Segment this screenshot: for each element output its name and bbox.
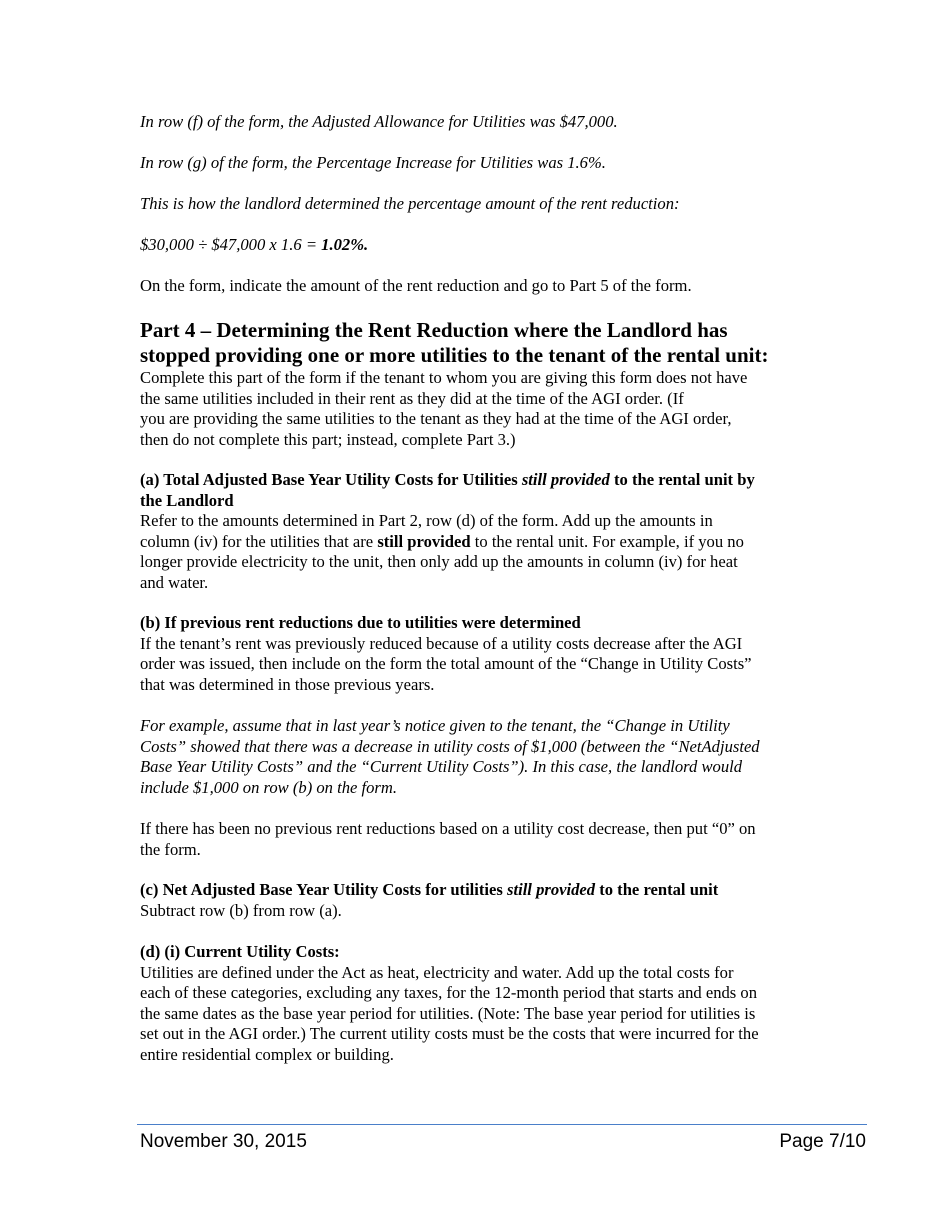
on-form-text: On the form, indicate the amount of the rent reduction and go to Part 5 of the form. [140,276,692,295]
section-a-body-line-4: and water. [140,572,209,592]
part4-intro-line-4: then do not complete this part; instead, complete Part 3.) [140,429,516,449]
section-a-heading-line-1: (a) Total Adjusted Base Year Utility Costs for Utilities still provided to the rental unit by [140,470,755,489]
section-a-heading-line-2: the Landlord [140,490,234,510]
section-d-body-line-5: entire residential complex or building. [140,1044,394,1064]
section-a-body-line-1: Refer to the amounts determined in Part 2, row (d) of the form. Add up the amounts in [140,511,713,530]
part4-intro-line-2: the same utilities included in their rent as they did at the time of the AGI order. (If [140,388,684,408]
still-provided-emphasis: still provided [507,880,596,899]
footer-rule [137,1124,867,1125]
section-b-example-line-4: include $1,000 on row (b) on the form. [140,777,398,797]
part4-heading-line-2: stopped providing one or more utilities to the tenant of the rental unit: [140,343,769,367]
section-b-no-previous-line-2: the form. [140,839,201,859]
still-provided-bold: still provided [377,531,471,551]
section-b-example-line-1: For example, assume that in last year’s notice given to the tenant, the “Change in Utility [140,716,730,735]
section-d-body-line-2: each of these categories, excluding any taxes, for the 12-month period that starts and ends on [140,983,757,1002]
section-c-body: Subtract row (b) from row (a). [140,900,342,920]
footer-page-number: Page 7/10 [779,1131,866,1152]
section-d-body-line-3: the same dates as the base year period for utilities. (Note: The base year period for utilities is [140,1003,756,1023]
section-d-body-line-1: Utilities are defined under the Act as heat, electricity and water. Add up the total costs for [140,962,734,982]
section-b-example-line-2: Costs” showed that there was a decrease in utility costs of $1,000 (between the “NetAdjusted [140,736,760,756]
section-b-body-line-1: If the tenant’s rent was previously reduced because of a utility costs decrease after the AGI [140,633,743,653]
section-a-body-line-3: longer provide electricity to the unit, then only add up the amounts in column (iv) for heat [140,552,738,571]
section-b-body-line-3: that was determined in those previous years. [140,674,435,694]
part4-heading-line-1: Part 4 – Determining the Rent Reduction where the Landlord has [140,318,728,342]
section-b-body-line-2: order was issued, then include on the form the total amount of the “Change in Utility Costs” [140,654,752,673]
footer-date: November 30, 2015 [140,1131,307,1152]
formula-text: $30,000 ÷ $47,000 x 1.6 = [140,235,322,254]
section-b-example-line-3: Base Year Utility Costs” and the “Current Utility Costs”). In this case, the landlord would [140,757,743,776]
part4-intro-line-3: you are providing the same utilities to the tenant as they had at the time of the AGI order, [140,409,732,428]
formula-result: 1.02%. [321,235,369,254]
row-f-text: In row (f) of the form, the Adjusted Allowance for Utilities was $47,000. [140,112,618,131]
section-c-heading: (c) Net Adjusted Base Year Utility Costs for utilities still provided to the rental unit [140,880,719,899]
still-provided-emphasis: still provided [521,470,610,489]
how-determined-text: This is how the landlord determined the percentage amount of the rent reduction: [140,194,680,213]
row-g-text: In row (g) of the form, the Percentage Increase for Utilities was 1.6%. [140,153,606,172]
section-b-no-previous-line-1: If there has been no previous rent reductions based on a utility cost decrease, then put “0” on [140,819,756,838]
section-a-body-line-2: column (iv) for the utilities that are still provided to the rental unit. For example, if you no [140,531,744,551]
section-d-heading: (d) (i) Current Utility Costs: [140,942,340,961]
part4-intro-line-1: Complete this part of the form if the tenant to whom you are giving this form does not have [140,368,748,387]
formula-line [140,235,368,256]
section-b-heading: (b) If previous rent reductions due to utilities were determined [140,613,581,632]
section-d-body-line-4: set out in the AGI order.) The current utility costs must be the costs that were incurred for the [140,1024,759,1043]
